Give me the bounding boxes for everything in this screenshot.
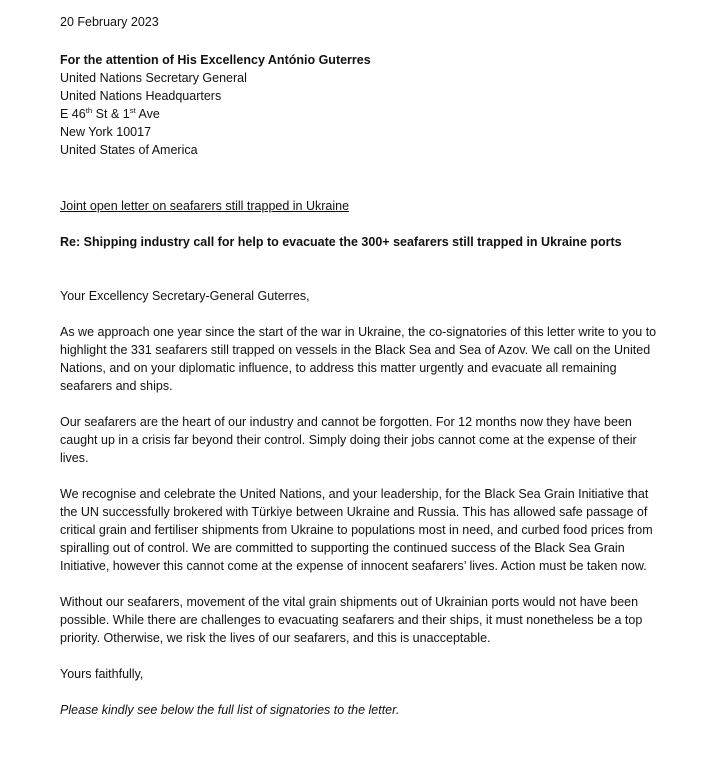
recipient-line-org: United Nations Headquarters bbox=[60, 89, 222, 103]
recipient-block bbox=[60, 51, 664, 159]
letter-date: 20 February 2023 bbox=[60, 15, 159, 29]
subject-line-re: Re: Shipping industry call for help to evacuate the 300+ seafarers still trapped in Ukraine ports bbox=[60, 235, 622, 249]
street-ordinal-st: st bbox=[129, 105, 136, 115]
postscript: Please kindly see below the full list of signatories to the letter. bbox=[60, 703, 400, 717]
recipient-line-title: United Nations Secretary General bbox=[60, 71, 247, 85]
body-paragraph-3: We recognise and celebrate the United Nations, and your leadership, for the Black Sea Grain Initiative that the UN successfully brokered with Türkiye between Ukraine and Russia. This has allowed safe passage of critical grain and fertiliser shipments from Ukraine to populations most in need, and curbed food prices from spiralling out of control. We are committed to supporting the continued success of the Black Sea Grain Initiative, however this cannot come at the expense of innocent seafarers’ lives. Action must be taken now. bbox=[60, 487, 653, 573]
body-paragraph-2: Our seafarers are the heart of our industry and cannot be forgotten. For 12 months now they have been caught up in a crisis far beyond their control. Simply doing their jobs cannot come at the expense of their lives. bbox=[60, 415, 637, 465]
street-ordinal-th: th bbox=[85, 105, 93, 115]
body-paragraph-4: Without our seafarers, movement of the vital grain shipments out of Ukrainian ports would not have been possible. While there are challenges to evacuating seafarers and their ships, it must nonetheless be a top priority. Otherwise, we risk the lives of our seafarers, and this is unacceptable. bbox=[60, 595, 643, 645]
body-paragraph-1: As we approach one year since the start of the war in Ukraine, the co-signatories of this letter write to you to highlight the 331 seafarers still trapped on vessels in the Black Sea and Sea of Azov. We call on the United Nations, and on your diplomatic influence, to address this matter urgently and evacuate all remaining seafarers and ships. bbox=[60, 325, 657, 393]
subject-line-underlined: Joint open letter on seafarers still trapped in Ukraine bbox=[60, 199, 350, 213]
street-pre: E 46 bbox=[60, 107, 86, 121]
closing: Yours faithfully, bbox=[60, 667, 144, 681]
street-post: Ave bbox=[135, 107, 160, 121]
recipient-country: United States of America bbox=[60, 143, 198, 157]
street-mid: St & 1 bbox=[92, 107, 130, 121]
recipient-city: New York 10017 bbox=[60, 125, 152, 139]
attention-line: For the attention of His Excellency António Guterres bbox=[60, 53, 371, 67]
salutation: Your Excellency Secretary-General Guterres, bbox=[60, 289, 310, 303]
recipient-street bbox=[60, 105, 664, 123]
